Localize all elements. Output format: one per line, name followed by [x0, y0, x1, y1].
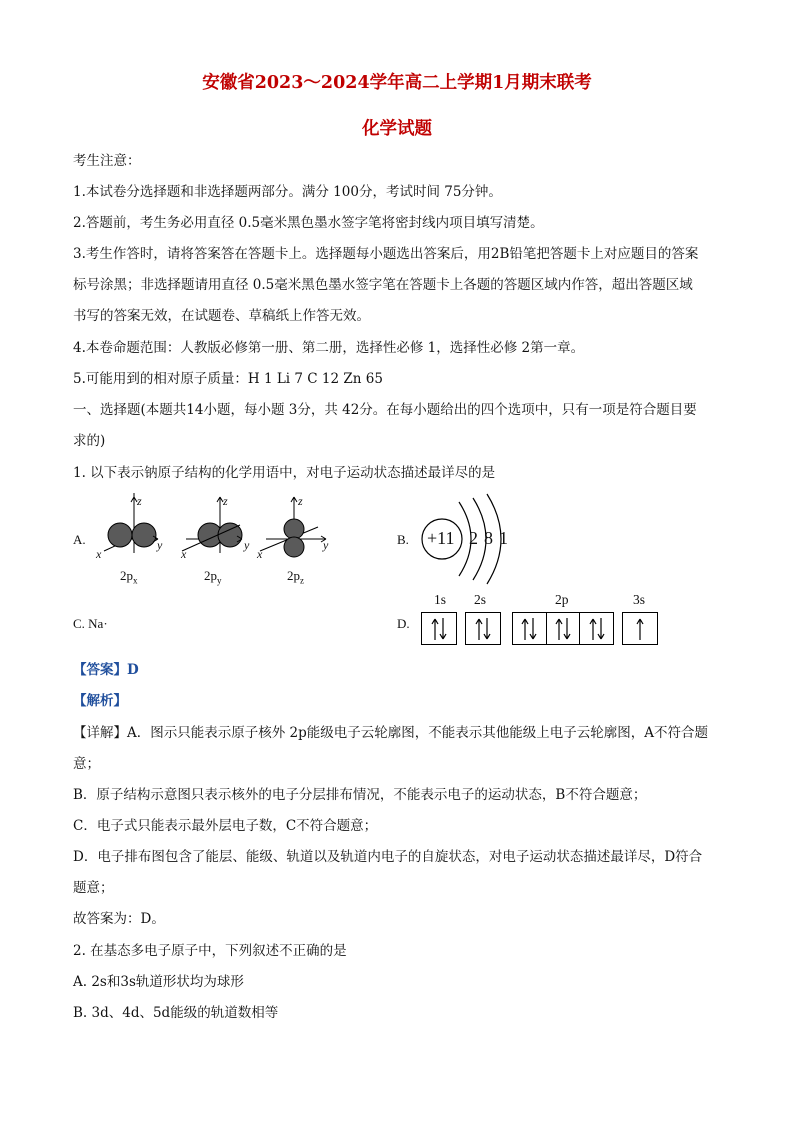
- notice-line: 2.答题前，考生务必用直径 0.5毫米黑色墨水签字笔将密封线内项目填写清楚。: [73, 215, 544, 231]
- notice-line: 1.本试卷分选择题和非选择题两部分。满分 100分，考试时间 75分钟。: [73, 184, 502, 200]
- notice-line: 5.可能用到的相对原子质量：H 1 Li 7 C 12 Zn 65: [73, 371, 383, 387]
- orbital-cell: [513, 613, 547, 644]
- orbital-label-2px: $2p_x$: [120, 568, 138, 586]
- answer-tag: 【答案】D: [73, 662, 139, 678]
- notice-line: 标号涂黑；非选择题请用直径 0.5毫米黑色墨水签字笔在答题卡上各题的答题区域内作答，超出答题区域: [73, 277, 693, 293]
- shell-electron-count: 2: [469, 528, 478, 548]
- option-a-label: A.: [73, 532, 86, 547]
- notice-line: 3.考生作答时，请将答案答在答题卡上。选择题每小题选出答案后，用2B铅笔把答题卡上对应题目的答案: [73, 246, 699, 262]
- orbital-box-1s: [421, 612, 457, 645]
- option-b-label: B.: [397, 532, 409, 547]
- section-heading-cont: 求的): [73, 433, 106, 449]
- orbital-cell: [580, 613, 613, 644]
- paired-spin-arrows: [519, 616, 539, 642]
- shell-label-2p: 2p: [555, 592, 569, 607]
- shell-electron-count: 1: [499, 528, 508, 548]
- notice-line: 4.本卷命题范围：人教版必修第一册、第二册，选择性必修 1，选择性必修 2第一章。: [73, 340, 585, 356]
- orbital-2pz-diagram: [260, 497, 329, 557]
- analysis-detail: C．电子式只能表示最外层电子数，C不符合题意；: [73, 818, 378, 834]
- axis-y-label: y: [157, 538, 163, 552]
- axis-z-label: z: [298, 494, 303, 508]
- orbital-cell: [422, 613, 456, 644]
- question-2-option-b: B. 3d、4d、5d能级的轨道数相等: [73, 1005, 279, 1021]
- shell-electron-count: 8: [484, 528, 493, 548]
- axis-z-label: z: [137, 494, 142, 508]
- orbital-label-2py: $2p_y$: [204, 568, 222, 586]
- page-subtitle: 化学试题: [362, 119, 432, 139]
- question-2-stem: 2. 在基态多电子原子中，下列叙述不正确的是: [73, 943, 347, 959]
- analysis-detail: 题意；: [73, 880, 114, 896]
- p-orbital-diagrams: [90, 493, 350, 573]
- question-1-stem: 1. 以下表示钠原子结构的化学用语中，对电子运动状态描述最详尽的是: [73, 465, 496, 481]
- analysis-detail: D．电子排布图包含了能层、能级、轨道以及轨道内电子的自旋状态，对电子运动状态描述最详尽，D符合: [73, 849, 703, 865]
- paired-spin-arrows: [429, 616, 449, 642]
- axis-x-label: x: [257, 547, 263, 561]
- paired-spin-arrows: [587, 616, 607, 642]
- notice-heading: 考生注意：: [73, 153, 141, 169]
- page-title: 安徽省2023～2024学年高二上学期1月期末联考: [202, 73, 592, 93]
- axis-y-label: y: [323, 538, 329, 552]
- orbital-box-2s: [465, 612, 501, 645]
- section-heading: 一、选择题(本题共14小题，每小题 3分，共 42分。在每小题给出的四个选项中，只有一项是符合题目要: [73, 402, 697, 418]
- option-c-label: C. Na·: [73, 616, 108, 631]
- axis-y-label: y: [244, 538, 250, 552]
- shell-label-3s: 3s: [633, 592, 646, 607]
- axis-z-label: z: [223, 494, 228, 508]
- question-2-option-a: A. 2s和3s轨道形状均为球形: [73, 974, 244, 990]
- shell-label-2s: 2s: [474, 592, 487, 607]
- orbital-box-3s: [622, 612, 658, 645]
- single-spin-arrow: [630, 616, 650, 642]
- orbital-box-2p: [512, 612, 614, 645]
- paired-spin-arrows: [553, 616, 573, 642]
- axis-x-label: x: [181, 547, 187, 561]
- analysis-detail: B．原子结构示意图只表示核外的电子分层排布情况，不能表示电子的运动状态，B不符合题意；: [73, 787, 647, 803]
- analysis-detail: 意；: [73, 756, 100, 772]
- shell-label-1s: 1s: [434, 592, 447, 607]
- analysis-detail: 【详解】A．图示只能表示原子核外 2p能级电子云轮廓图，不能表示其他能级上电子云轮廓图，A不符合题: [73, 725, 709, 741]
- option-d-label: D.: [397, 616, 410, 631]
- axis-x-label: x: [96, 547, 102, 561]
- nucleus-charge: +11: [427, 528, 455, 548]
- answer-conclusion: 故答案为：D。: [73, 911, 165, 927]
- orbital-2px-diagram: [104, 493, 158, 553]
- orbital-label-2pz: $2p_z$: [287, 568, 304, 586]
- orbital-cell: [623, 613, 657, 644]
- orbital-2py-diagram: [182, 497, 242, 553]
- paired-spin-arrows: [473, 616, 493, 642]
- notice-line: 书写的答案无效，在试题卷、草稿纸上作答无效。: [73, 308, 370, 324]
- orbital-cell: [547, 613, 581, 644]
- orbital-cell: [466, 613, 500, 644]
- analysis-tag: 【解析】: [73, 693, 127, 709]
